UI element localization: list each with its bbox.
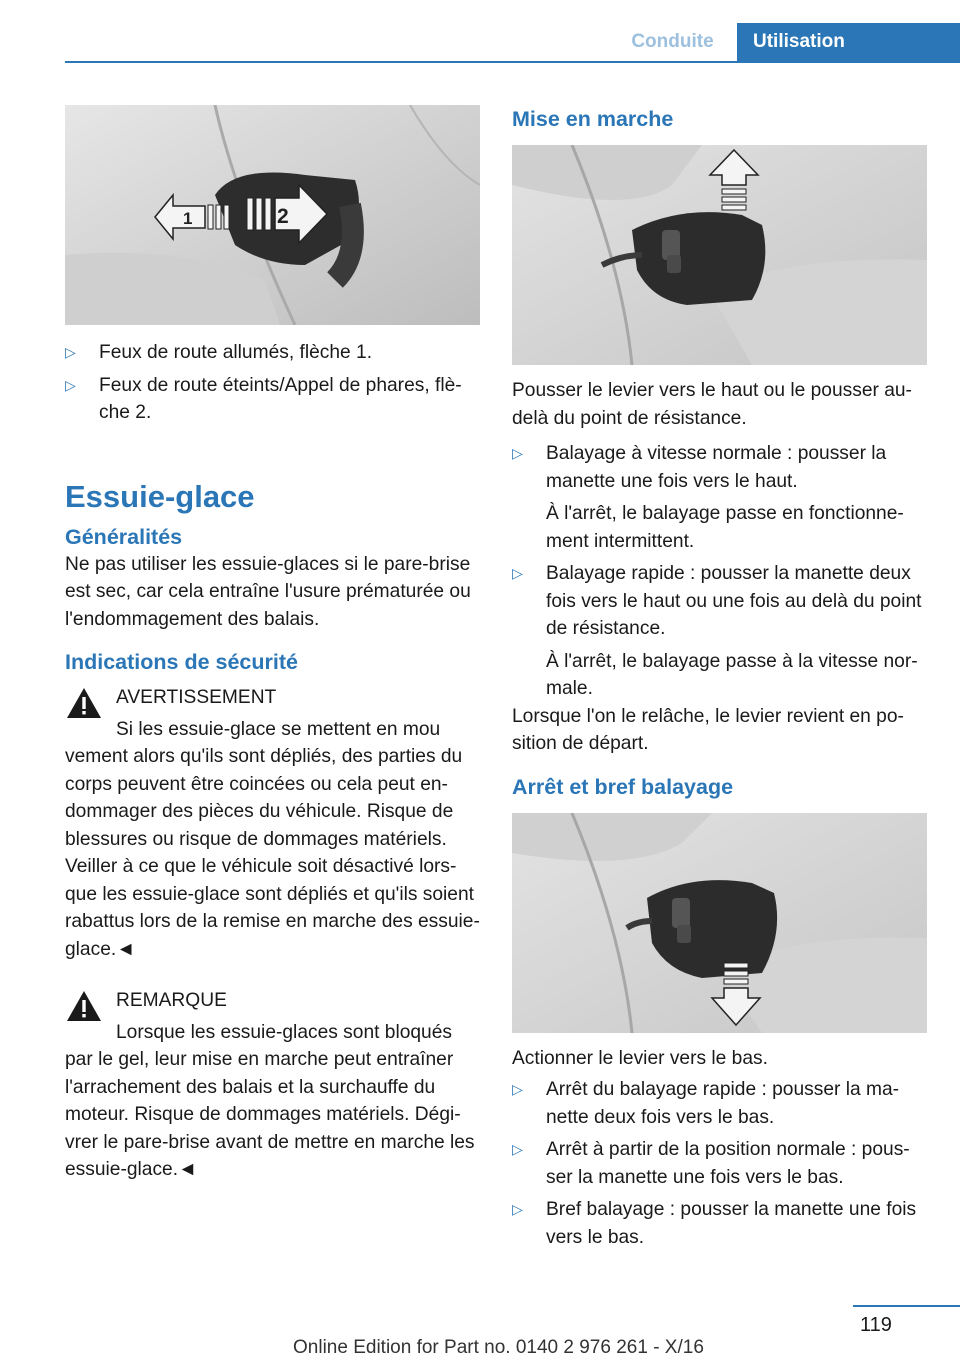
mise-after-text: Lorsque l'on le relâche, le levier revient en position de départ. xyxy=(512,705,904,754)
notice-title: REMARQUE xyxy=(116,990,227,1011)
list-item-note: À l'arrêt, le balayage passe à la vitesse normale. xyxy=(546,650,918,699)
list-item: ▷ Arrêt à partir de la position normale : pousser la manette une fois vers le bas. xyxy=(512,1136,928,1191)
warning-text: vement alors qu'ils sont dépliés, des parties du corps peuvent être coincées ou cela peut endommager des pièces du véhicule. Risque de blessures ou risque de dommages matériels. Veiller à ce que le véhicule soit désactivé lorsque les essuie-glace sont dépliés et qu'ils soient rabattus lors de la remise en marche des essuie-glace.◄ xyxy=(65,746,480,960)
list-item: ▷ Feux de route éteints/Appel de phares, flèche 2. xyxy=(65,372,481,427)
notice-block xyxy=(65,987,481,1184)
warning-triangle-icon xyxy=(65,686,103,720)
tab-utilisation[interactable]: Utilisation xyxy=(737,23,960,61)
left-column xyxy=(65,105,481,1184)
edition-footer: Online Edition for Part no. 0140 2 976 261 - X/16 xyxy=(293,1337,704,1358)
high-beam-lever-photo xyxy=(65,105,480,325)
footer-rule xyxy=(853,1305,960,1307)
tab-conduite[interactable]: Conduite xyxy=(631,31,714,52)
section-heading: Essuie-glace xyxy=(65,478,255,514)
bullet-triangle-icon: ▷ xyxy=(65,344,76,360)
list-item: ▷ Arrêt du balayage rapide : pousser la manette deux fois vers le bas. xyxy=(512,1076,928,1131)
arret-heading: Arrêt et bref balayage xyxy=(512,774,734,799)
mise-text: Pousser le levier vers le haut ou le pousser au-delà du point de résistance. xyxy=(512,380,912,429)
bullet-triangle-icon: ▷ xyxy=(512,1141,523,1157)
arret-text: Actionner le levier vers le bas. xyxy=(512,1047,768,1069)
mise-en-marche-heading: Mise en marche xyxy=(512,107,674,131)
notice-text: par le gel, leur mise en marche peut entraîner l'arrachement des balais et la surchauffe du moteur. Risque de dommages matériels. Dégivrer le pare-brise avant de mettre en marche les essuie-glace.◄ xyxy=(65,1049,475,1180)
safety-heading: Indications de sécurité xyxy=(65,650,298,674)
generalites-heading: Généralités xyxy=(65,524,183,549)
bullet-triangle-icon: ▷ xyxy=(512,565,523,581)
warning-text-first: Si les essuie-glace se mettent en mou xyxy=(116,718,441,740)
bullet-triangle-icon: ▷ xyxy=(512,1081,523,1097)
wiper-lever-down-photo xyxy=(512,813,927,1033)
arrow-1-label: 1 xyxy=(183,209,193,228)
warning-triangle-icon xyxy=(65,989,103,1023)
header-rule xyxy=(65,61,960,63)
warning-title: AVERTISSEMENT xyxy=(116,687,277,708)
wiper-lever-up-photo xyxy=(512,145,927,365)
arrow-2-label: 2 xyxy=(277,205,289,228)
list-item-note: À l'arrêt, le balayage passe en fonctionnement intermittent. xyxy=(546,503,904,552)
list-item: ▷ Balayage à vitesse normale : pousser la manette une fois vers le haut. xyxy=(512,440,928,495)
right-column xyxy=(512,105,928,1251)
generalites-text: Ne pas utiliser les essuie-glaces si le pare-brise est sec, car cela entraîne l'usure prématurée ou l'endommagement des balais. xyxy=(65,553,471,630)
bullet-triangle-icon: ▷ xyxy=(65,376,76,393)
bullet-triangle-icon: ▷ xyxy=(512,1201,523,1217)
page-number: 119 xyxy=(860,1314,892,1336)
list-item: ▷ Balayage rapide : pousser la manette deux fois vers le haut ou une fois au delà du point de résistance. xyxy=(512,560,928,643)
bullet-triangle-icon: ▷ xyxy=(512,445,523,461)
list-item: ▷ Bref balayage : pousser la manette une fois vers le bas. xyxy=(512,1196,928,1251)
notice-text-first: Lorsque les essuie-glaces sont bloqués xyxy=(116,1021,452,1043)
warning-block xyxy=(65,684,481,963)
list-item: ▷ Feux de route allumés, flèche 1. xyxy=(65,339,481,367)
